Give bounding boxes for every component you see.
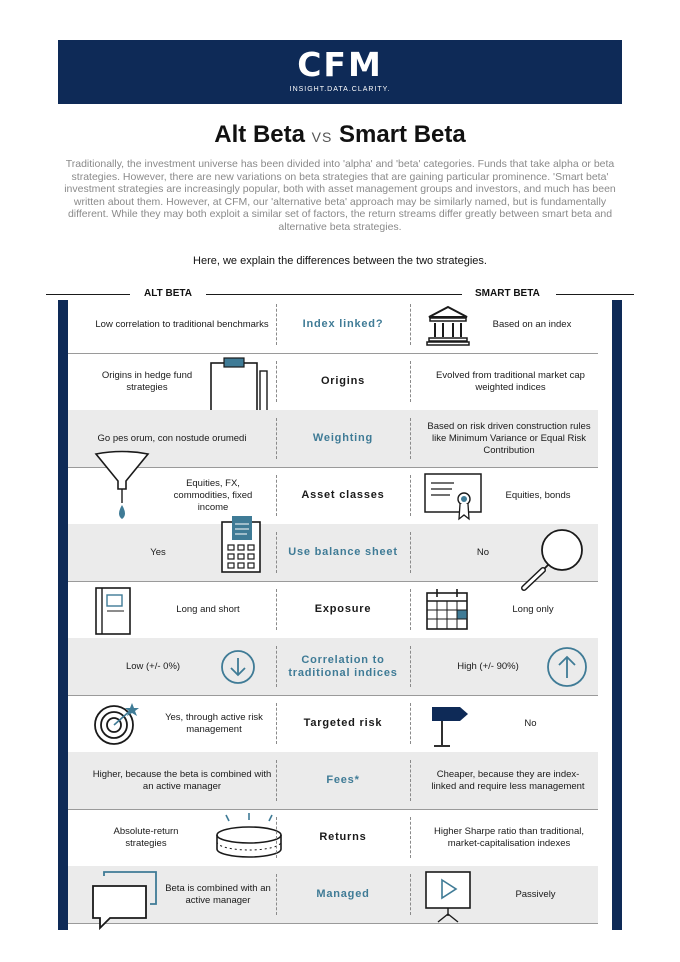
smart-beta-text: No — [476, 546, 490, 558]
divider — [276, 703, 277, 744]
divider — [410, 646, 411, 687]
row-label: Targeted risk — [303, 717, 383, 729]
page-title — [0, 120, 680, 152]
alt-beta-text: Low correlation to traditional benchmarks — [95, 318, 269, 330]
cfm-logo: CFM — [297, 45, 383, 84]
comparison-row-index-linked — [68, 296, 598, 354]
comparison-row-balance-sheet — [68, 524, 598, 582]
arrow-down-circle-icon — [220, 649, 256, 685]
smart-beta-text: Evolved from traditional market cap weighted indices — [436, 369, 585, 393]
row-label: Weighting — [312, 432, 374, 444]
explain-line: Here, we explain the differences between the two strategies. — [193, 255, 487, 267]
divider — [410, 532, 411, 573]
alt-beta-text: Origins in hedge fund strategies — [101, 369, 193, 393]
smart-beta-text: Higher Sharpe ratio than traditional, market-capitalisation indexes — [434, 825, 584, 849]
alt-beta-text: Beta is combined with an active manager — [165, 882, 271, 906]
alt-beta-text: Absolute-return strategies — [113, 825, 179, 849]
signpost-icon — [426, 703, 470, 749]
divider — [276, 646, 277, 687]
divider — [410, 874, 411, 915]
row-label: Index linked? — [302, 318, 384, 330]
notebook-icon — [94, 587, 134, 635]
smart-beta-text: High (+/- 90%) — [457, 660, 519, 672]
divider — [410, 361, 411, 402]
divider — [410, 418, 411, 459]
row-label: Correlation to traditional indices — [288, 653, 398, 679]
divider — [276, 304, 277, 345]
divider — [410, 475, 411, 516]
speech-bubble-icon — [90, 870, 160, 930]
smart-beta-text: Long only — [512, 603, 554, 615]
alt-beta-text: Higher, because the beta is combined with an active manager — [92, 768, 272, 792]
header-rule-middle — [206, 294, 462, 295]
smart-beta-text: Based on an index — [492, 318, 572, 330]
left-sidebar-bar — [58, 300, 68, 930]
row-label: Exposure — [314, 603, 372, 615]
divider — [276, 361, 277, 402]
alt-beta-text: Yes — [150, 546, 166, 558]
alt-beta-text: Yes, through active risk management — [165, 711, 263, 735]
funnel-drop-icon — [94, 451, 150, 531]
row-label: Asset classes — [301, 489, 385, 501]
row-label: Managed — [316, 888, 370, 900]
target-icon — [92, 701, 142, 747]
comparison-row-origins — [68, 353, 598, 411]
divider — [410, 589, 411, 630]
comparison-row-fees — [68, 752, 598, 810]
divider — [276, 532, 277, 573]
smart-beta-text: Cheaper, because they are index-linked and require less management — [431, 768, 585, 792]
header-rule-right — [556, 294, 634, 295]
divider — [276, 874, 277, 915]
row-label: Returns — [319, 831, 367, 843]
alt-beta-text: Equities, FX, commodities, fixed income — [173, 477, 253, 513]
divider — [276, 817, 277, 858]
comparison-row-correlation — [68, 638, 598, 696]
comparison-row-targeted-risk — [68, 695, 598, 753]
tagline: INSIGHT.DATA.CLARITY. — [289, 86, 391, 93]
divider — [276, 475, 277, 516]
row-label: Origins — [320, 375, 366, 387]
comparison-row-managed — [68, 866, 598, 924]
title-vs: VS — [311, 129, 333, 145]
comparison-row-exposure — [68, 581, 598, 639]
intro-paragraph: Traditionally, the investment universe has been divided into 'alpha' and 'beta' categories. Funds that take alpha or beta strategies. However, there are new variations on beta strategies that are gaining particular prominence. 'Smart beta' investment strategies are increasingly popular, both with asset management groups and investors, and much has been written about them. However, at CFM, our 'alternative beta' approach may be similarly named, but is fundamentally different. While they may both exploit a similar set of factors, the return streams differ greatly between smart beta and alternative beta strategies. — [64, 158, 616, 233]
divider — [276, 589, 277, 630]
header-banner — [58, 40, 622, 104]
divider — [410, 703, 411, 744]
smart-beta-text: Equities, bonds — [505, 489, 571, 501]
divider — [276, 760, 277, 801]
comparison-row-asset-classes — [68, 467, 598, 525]
row-label: Use balance sheet — [288, 546, 398, 558]
divider — [410, 760, 411, 801]
calendar-icon — [426, 589, 470, 631]
presentation-board-icon — [424, 870, 474, 924]
column-head-smart-beta: SMART BETA — [475, 288, 540, 299]
smart-beta-text: Passively — [515, 888, 556, 900]
alt-beta-text: Go pes orum, con nostude orumedi — [97, 432, 247, 444]
divider — [410, 304, 411, 345]
divider — [410, 817, 411, 858]
row-label: Fees* — [326, 774, 360, 786]
smart-beta-text: No — [524, 717, 537, 729]
column-head-alt-beta: ALT BETA — [144, 288, 192, 299]
calculator-icon — [220, 516, 264, 576]
title-smart-beta: Smart Beta — [339, 121, 466, 148]
alt-beta-text: Long and short — [176, 603, 240, 615]
certificate-icon — [424, 473, 484, 521]
divider — [276, 418, 277, 459]
smart-beta-text: Based on risk driven construction rules like Minimum Variance or Equal Risk Contribution — [427, 420, 591, 456]
title-alt-beta: Alt Beta — [214, 121, 305, 148]
comparison-row-returns — [68, 809, 598, 867]
bank-building-icon — [426, 304, 470, 346]
right-sidebar-bar — [612, 300, 622, 930]
header-rule-left — [46, 294, 130, 295]
coin-icon — [214, 813, 284, 863]
alt-beta-text: Low (+/- 0%) — [125, 660, 181, 672]
arrow-up-circle-icon — [546, 646, 588, 688]
